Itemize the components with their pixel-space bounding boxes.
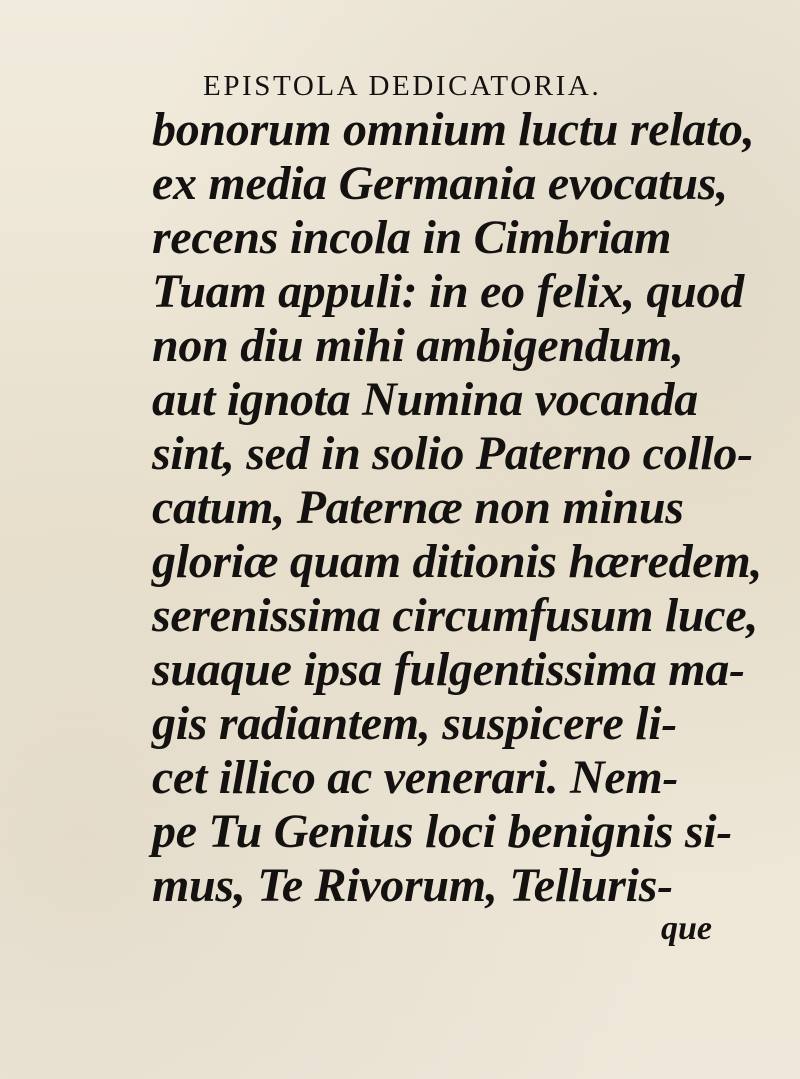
- text-line: ex media Germania evocatus,: [152, 157, 728, 210]
- text-line: gis radiantem, suspicere li-: [152, 697, 677, 750]
- text-line: recens incola in Cimbriam: [152, 211, 672, 264]
- text-line: pe Tu Genius loci benignis si-: [152, 805, 732, 858]
- body-text: [152, 103, 763, 913]
- catchword: que: [661, 910, 712, 947]
- text-line: non diu mihi ambigendum,: [152, 319, 684, 372]
- text-line: cet illico ac venerari. Nem-: [152, 751, 679, 804]
- text-line: bonorum omnium luctu relato,: [152, 103, 755, 156]
- text-line: suaque ipsa fulgentissima ma-: [152, 643, 745, 696]
- text-line: catum, Paternæ non minus: [152, 481, 684, 534]
- running-head: EPISTOLA DEDICATORIA.: [203, 70, 602, 102]
- text-line: sint, sed in solio Paterno collo-: [152, 427, 753, 480]
- text-line: gloriæ quam ditionis hæredem,: [152, 535, 763, 588]
- text-line: mus, Te Rivorum, Telluris-: [152, 859, 673, 912]
- text-line: serenissima circumfusum luce,: [152, 589, 759, 642]
- text-line: Tuam appuli: in eo felix, quod: [152, 265, 744, 318]
- text-line: aut ignota Numina vocanda: [152, 373, 698, 426]
